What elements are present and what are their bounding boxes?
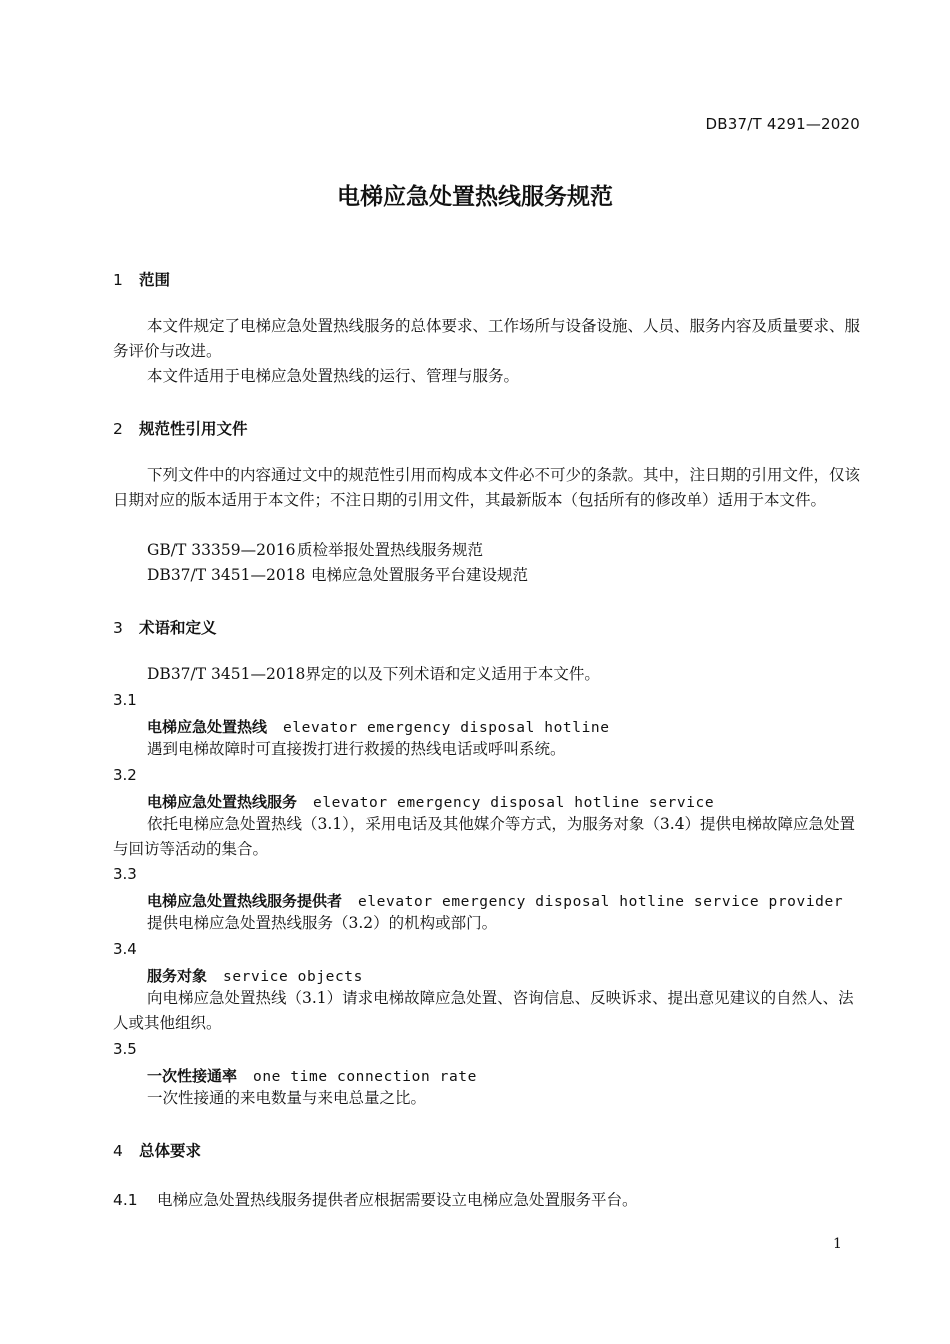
term-definition: 遇到电梯故障时可直接拨打进行救援的热线电话或呼叫系统。 (147, 740, 566, 758)
clause-number: 3.1 (113, 691, 137, 709)
section-1-heading (113, 268, 170, 290)
section-2-heading (113, 417, 248, 439)
section-title: 术语和定义 (139, 619, 217, 637)
term-chinese: 电梯应急处置热线 (147, 718, 268, 736)
page-number: 1 (833, 1236, 842, 1252)
term-entry (147, 716, 610, 737)
paragraph: 下列文件中的内容通过文中的规范性引用而构成本文件必不可少的条款。其中，注日期的引用文件，仅该日期对应的版本适用于本文件；不注日期的引用文件，其最新版本（包括所有的修改单）适用于本文件。 (113, 466, 861, 509)
term-chinese: 电梯应急处置热线服务提供者 (147, 892, 343, 910)
term-chinese: 一次性接通率 (147, 1067, 238, 1085)
clause-item (113, 1188, 638, 1210)
paragraph: DB37/T 3451—2018界定的以及下列术语和定义适用于本文件。 (147, 665, 600, 683)
section-number: 2 (113, 420, 123, 438)
term-entry (147, 890, 843, 911)
section-title: 范围 (139, 271, 171, 289)
section-number: 4 (113, 1142, 123, 1160)
reference-code: GB/T 33359—2016 (147, 541, 296, 559)
section-title: 总体要求 (139, 1142, 202, 1160)
reference-name: 质检举报处置热线服务规范 (297, 541, 484, 559)
clause-number: 3.2 (113, 766, 137, 784)
page-title: 电梯应急处置热线服务规范 (337, 184, 613, 210)
section-3-heading (113, 616, 217, 638)
term-english: elevator emergency disposal hotline service provider (358, 894, 844, 910)
term-english: service objects (223, 969, 363, 985)
term-english: elevator emergency disposal hotline service (313, 795, 715, 811)
section-number: 3 (113, 619, 123, 637)
section-4-heading (113, 1139, 201, 1161)
paragraph: 本文件适用于电梯应急处置热线的运行、管理与服务。 (147, 367, 520, 385)
clause-number: 3.3 (113, 865, 137, 883)
clause-number: 4.1 (113, 1191, 138, 1209)
clause-text: 电梯应急处置热线服务提供者应根据需要设立电梯应急处置服务平台。 (157, 1191, 638, 1209)
clause-number: 3.5 (113, 1040, 137, 1058)
reference-code: DB37/T 3451—2018 (147, 566, 306, 584)
section-title: 规范性引用文件 (139, 420, 248, 438)
term-chinese: 服务对象 (147, 967, 208, 985)
term-chinese: 电梯应急处置热线服务 (147, 793, 298, 811)
normative-reference (147, 538, 483, 560)
section-number: 1 (113, 271, 123, 289)
term-entry (147, 965, 363, 986)
term-definition: 提供电梯应急处置热线服务（3.2）的机构或部门。 (147, 914, 498, 932)
clause-number: 3.4 (113, 940, 137, 958)
term-definition: 依托电梯应急处置热线（3.1），采用电话及其他媒介等方式，为服务对象（3.4）提供电梯故障应急处置与回访等活动的集合。 (113, 815, 856, 858)
reference-name: 电梯应急处置服务平台建设规范 (311, 566, 529, 584)
term-definition: 一次性接通的来电数量与来电总量之比。 (147, 1089, 427, 1107)
term-english: one time connection rate (253, 1069, 477, 1085)
term-definition: 向电梯应急处置热线（3.1）请求电梯故障应急处置、咨询信息、反映诉求、提出意见建议的自然人、法人或其他组织。 (113, 989, 854, 1032)
normative-reference (147, 563, 528, 585)
paragraph: 本文件规定了电梯应急处置热线服务的总体要求、工作场所与设备设施、人员、服务内容及质量要求、服务评价与改进。 (113, 317, 861, 360)
term-entry (147, 1065, 477, 1086)
term-entry (147, 791, 714, 812)
standard-code: DB37/T 4291—2020 (705, 115, 860, 133)
term-english: elevator emergency disposal hotline (283, 720, 610, 736)
